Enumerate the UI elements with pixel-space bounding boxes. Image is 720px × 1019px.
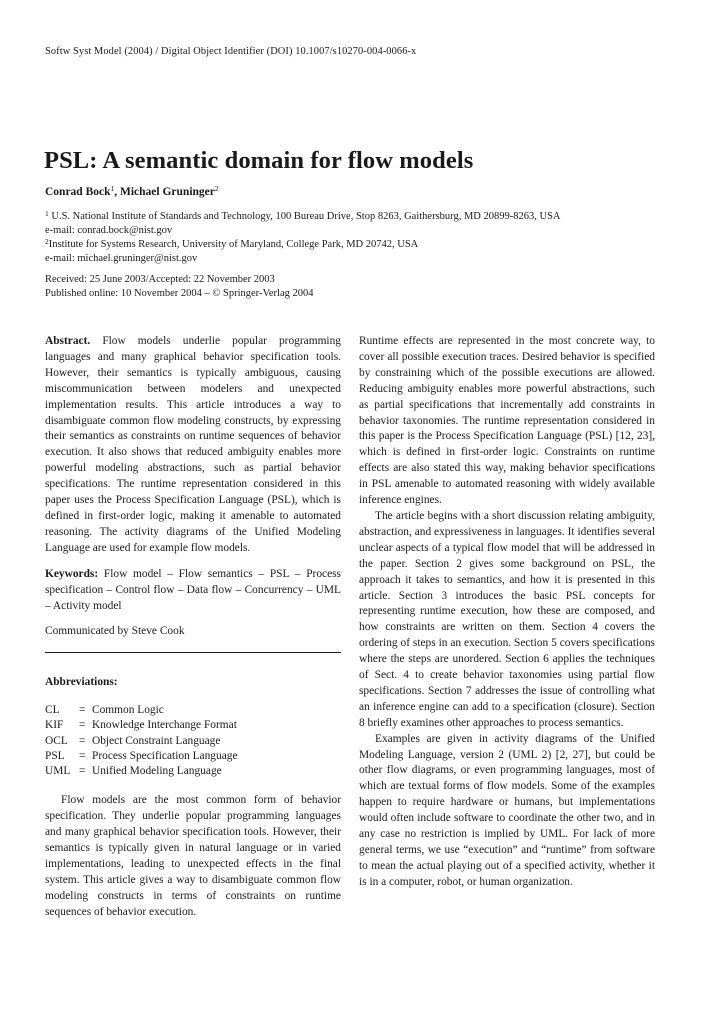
affiliation-text: U.S. National Institute of Standards and Technology, 100 Bureau Drive, Stop 8263, Gaithersburg, MD 20899-8263, USA — [51, 211, 561, 222]
abstract-text: Flow models underlie popular programming languages and many graphical behavior specification tools. However, their semantics is typically ambiguous, causing miscommunication between modelers and unexpected implementation results. This article introduces a way to disambiguate common flow modeling constructs, by expressing their semantics as constraints on runtime sequences of behavior execution. It also shows that reduced ambiguity enables more powerful modeling abstractions, such as partial behavior specifications. The runtime representation considered in this paper uses the Process Specification Language (PSL), which is defined in first-order logic, making it amenable to automated reasoning. The activity diagrams of the Unified Modeling Language are used for example flow models. — [45, 335, 341, 554]
abbreviation-equals: = — [79, 765, 86, 778]
journal-header: Softw Syst Model (2004) / Digital Object Identifier (DOI) 10.1007/s10270-004-0066-x — [45, 46, 417, 57]
author-name: Conrad Bock — [45, 186, 111, 198]
affiliation — [45, 210, 561, 223]
abbreviation-key: UML — [45, 765, 71, 778]
left-column — [45, 334, 341, 920]
author-affiliation-mark: 1 — [110, 184, 115, 193]
abbreviation-key: CL — [45, 704, 60, 717]
keywords-label: Keywords: — [45, 567, 99, 580]
abbreviations-list — [45, 703, 341, 779]
author-name: Michael Gruninger — [120, 186, 215, 198]
abbreviation-equals: = — [79, 734, 86, 747]
communicated-by: Communicated by Steve Cook — [45, 625, 185, 638]
keywords-text: Flow model – Flow semantics – PSL – Process specification – Control flow – Data flow – Concurrency – UML – Activity model — [45, 567, 341, 612]
intro-paragraph: Flow models are the most common form of behavior specification. They underlie popular programming languages and many graphical behavior specification tools. However, their semantics is typically given in natural language or in varied implementations, leading to unexpected effects in the final system. This article gives a way to disambiguate common flow modeling constructs in terms of constraints on runtime sequences of behavior execution. — [45, 794, 341, 918]
abstract — [45, 334, 341, 557]
abbreviation-row — [45, 718, 341, 733]
abbreviation-value: Unified Modeling Language — [92, 765, 222, 778]
author-affiliation-mark: 2 — [214, 184, 219, 193]
abbreviation-row — [45, 734, 341, 749]
abbreviation-equals: = — [79, 704, 86, 717]
abbreviation-equals: = — [79, 719, 86, 732]
abbreviations-heading: Abbreviations: — [45, 676, 118, 689]
received-date: Received: 25 June 2003/Accepted: 22 November 2003 — [45, 274, 275, 285]
abbreviation-value: Process Specification Language — [92, 749, 238, 762]
affiliation-mark: 1 — [45, 209, 49, 218]
abbreviation-key: PSL — [45, 749, 65, 762]
body-paragraph: Examples are given in activity diagrams of the Unified Modeling Language, version 2 (UML 2) [2, 27], but could be other flow diagrams, or even programming languages, most of which are textual forms of flow models. Some of the examples happen to require hardware or humans, but implementations would often include software to coordinate the other two, and in any case no restriction is implied by UML. For lack of more general terms, we use “execution” and “runtime” from software to mean the actual playing out of a specified activity, whether it is in a computer, robot, or human organization. — [359, 732, 655, 888]
abbreviation-row — [45, 703, 341, 718]
published-date: Published online: 10 November 2004 – © Springer-Verlag 2004 — [45, 288, 314, 299]
body-paragraph: The article begins with a short discussion relating ambiguity, abstraction, and expressiveness in languages. It identifies several unclear aspects of a typical flow model that will be addressed in the paper. Section 2 gives some background on PSL, the approach it takes to semantics, and how it is presented in this article. Section 3 introduces the basic PSL concepts for representing runtime execution, how these are composed, and how constraints are written on them. Section 4 covers the ordering of steps in an execution. Section 5 covers specifications where the steps are unordered. Section 6 applies the techniques of Sect. 4 to create behavior taxonomies using partial flow specifications. Section 7 addresses the issue of controlling what an inference engine can add to a specification (closure). Section 8 briefly examines other approaches to process semantics. — [359, 509, 655, 729]
author-separator: , — [114, 186, 120, 198]
publication-dates — [45, 273, 313, 301]
abbreviation-value: Knowledge Interchange Format — [92, 719, 237, 732]
abbreviation-equals: = — [79, 749, 86, 762]
abbreviation-row — [45, 749, 341, 764]
keywords — [45, 567, 341, 615]
author-list — [45, 186, 219, 198]
abstract-label: Abstract. — [45, 335, 91, 347]
abbreviation-key: KIF — [45, 719, 64, 732]
section-divider — [45, 652, 341, 653]
paper-title: PSL: A semantic domain for flow models — [44, 147, 474, 174]
affiliation-mark: 2 — [45, 237, 49, 246]
affiliation-text: Institute for Systems Research, University of Maryland, College Park, MD 20742, USA — [48, 239, 419, 250]
abbreviation-key: OCL — [45, 734, 68, 747]
right-column — [359, 334, 655, 891]
abbreviation-value: Common Logic — [92, 704, 164, 717]
affiliation-email: e-mail: michael.gruninger@nist.gov — [45, 253, 198, 264]
body-paragraph: Runtime effects are represented in the most concrete way, to cover all possible execution traces. Desired behavior is specified by constraining which of the possible executions are allowed. Reducing ambiguity enables more powerful abstractions, such as partial specifications that incrementally add constraints in behavior taxonomies. The runtime representation considered in this paper is the Process Specification Language (PSL) [12, 23], which is defined in first-order logic. Constraints on runtime effects are also stated this way, making behavior specifications in PSL amenable to automated reasoning with widely available inference engines. — [359, 335, 655, 507]
abbreviation-value: Object Constraint Language — [92, 734, 221, 747]
affiliation — [45, 238, 418, 251]
abbreviation-row — [45, 764, 341, 779]
affiliation-email: e-mail: conrad.bock@nist.gov — [45, 225, 173, 236]
